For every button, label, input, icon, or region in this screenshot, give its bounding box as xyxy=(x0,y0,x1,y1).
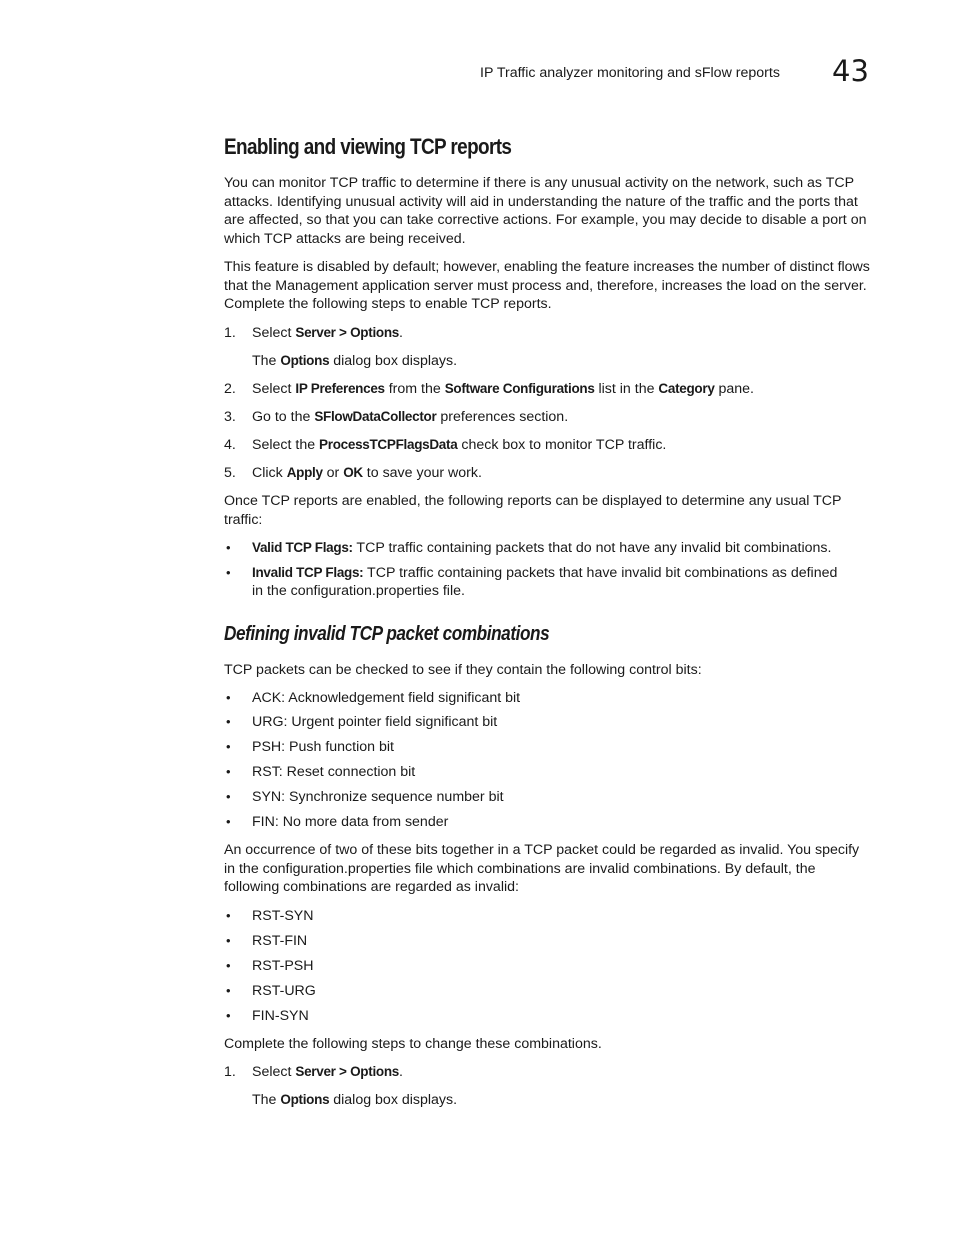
control-bit-item: ACK: Acknowledgement field significant bit xyxy=(252,690,521,706)
control-bit-item: PSH: Push function bit xyxy=(252,739,394,755)
bullet-icon: • xyxy=(226,983,231,998)
bullet-icon: • xyxy=(226,1008,231,1023)
running-header-title: IP Traffic analyzer monitoring and sFlow reports xyxy=(480,65,780,81)
change-combinations-intro: Complete the following steps to change these combinations. xyxy=(224,1036,602,1052)
bullet-icon: • xyxy=(226,764,231,779)
invalid-combination-item: RST-PSH xyxy=(252,958,314,974)
control-bit-item: URG: Urgent pointer field significant bit xyxy=(252,714,498,730)
bullet-icon: • xyxy=(226,933,231,948)
control-bit-item: FIN: No more data from sender xyxy=(252,814,449,830)
step-1-note: The Options dialog box displays. xyxy=(252,353,458,369)
step-5-text: Click Apply or OK to save your work. xyxy=(252,465,482,481)
report-valid-tcp-flags: Valid TCP Flags: TCP traffic containing packets that do not have any invalid bit combinations. xyxy=(252,540,832,556)
change-step-1-note: The Options dialog box displays. xyxy=(252,1092,458,1108)
bullet-icon: • xyxy=(226,958,231,973)
bullet-icon: • xyxy=(226,714,231,729)
bullet-icon: • xyxy=(226,789,231,804)
invalid-combination-item: RST-FIN xyxy=(252,933,308,949)
step-5-number: 5. xyxy=(224,465,236,481)
bullet-icon: • xyxy=(226,690,231,705)
after-steps-paragraph: Once TCP reports are enabled, the following reports can be displayed to determine any usual TCP traffic: xyxy=(224,493,842,528)
subsection-heading: Defining invalid TCP packet combinations xyxy=(224,623,550,645)
step-3-text: Go to the SFlowDataCollector preferences section. xyxy=(252,409,569,425)
change-step-1-number: 1. xyxy=(224,1064,236,1080)
step-1-text: Select Server > Options. xyxy=(252,325,403,341)
step-4-text: Select the ProcessTCPFlagsData check box to monitor TCP traffic. xyxy=(252,437,667,453)
bullet-icon: • xyxy=(226,814,231,829)
step-3-number: 3. xyxy=(224,409,236,425)
bullet-icon: • xyxy=(226,565,231,580)
bullet-icon: • xyxy=(226,540,231,555)
intro-paragraph-2: This feature is disabled by default; however, enabling the feature increases the number of distinct flows that the Management application server must process and, therefore, increases the load on the server. Complete the following steps to enable TCP reports. xyxy=(224,259,870,312)
control-bit-item: RST: Reset connection bit xyxy=(252,764,416,780)
invalid-combination-item: RST-SYN xyxy=(252,908,314,924)
step-2-number: 2. xyxy=(224,381,236,397)
step-2-text: Select IP Preferences from the Software Configurations list in the Category pane. xyxy=(252,381,754,397)
change-step-1-text: Select Server > Options. xyxy=(252,1064,403,1080)
report-invalid-tcp-flags-cont: in the configuration.properties file. xyxy=(252,583,465,599)
invalid-combination-item: FIN-SYN xyxy=(252,1008,309,1024)
step-1-number: 1. xyxy=(224,325,236,341)
bullet-icon: • xyxy=(226,739,231,754)
step-4-number: 4. xyxy=(224,437,236,453)
intro-paragraph-1: You can monitor TCP traffic to determine if there is any unusual activity on the network, such as TCP attacks. Identifying unusual activity will aid in understanding the nature of the traffic and the ports that are affected, so that you can take corrective actions. For example, you may decide to disable a port on which TCP attacks are being received. xyxy=(224,175,867,247)
section-heading: Enabling and viewing TCP reports xyxy=(224,134,512,159)
invalid-combination-item: RST-URG xyxy=(252,983,316,999)
control-bit-item: SYN: Synchronize sequence number bit xyxy=(252,789,504,805)
bullet-icon: • xyxy=(226,908,231,923)
combinations-intro: An occurrence of two of these bits together in a TCP packet could be regarded as invalid. You specify in the configuration.properties file which combinations are invalid combinations. By default, the following combinations are regarded as invalid: xyxy=(224,842,860,895)
report-invalid-tcp-flags: Invalid TCP Flags: TCP traffic containing packets that have invalid bit combinations as defined xyxy=(252,565,838,581)
control-bits-intro: TCP packets can be checked to see if they contain the following control bits: xyxy=(224,662,702,678)
chapter-number: 43 xyxy=(832,54,869,88)
